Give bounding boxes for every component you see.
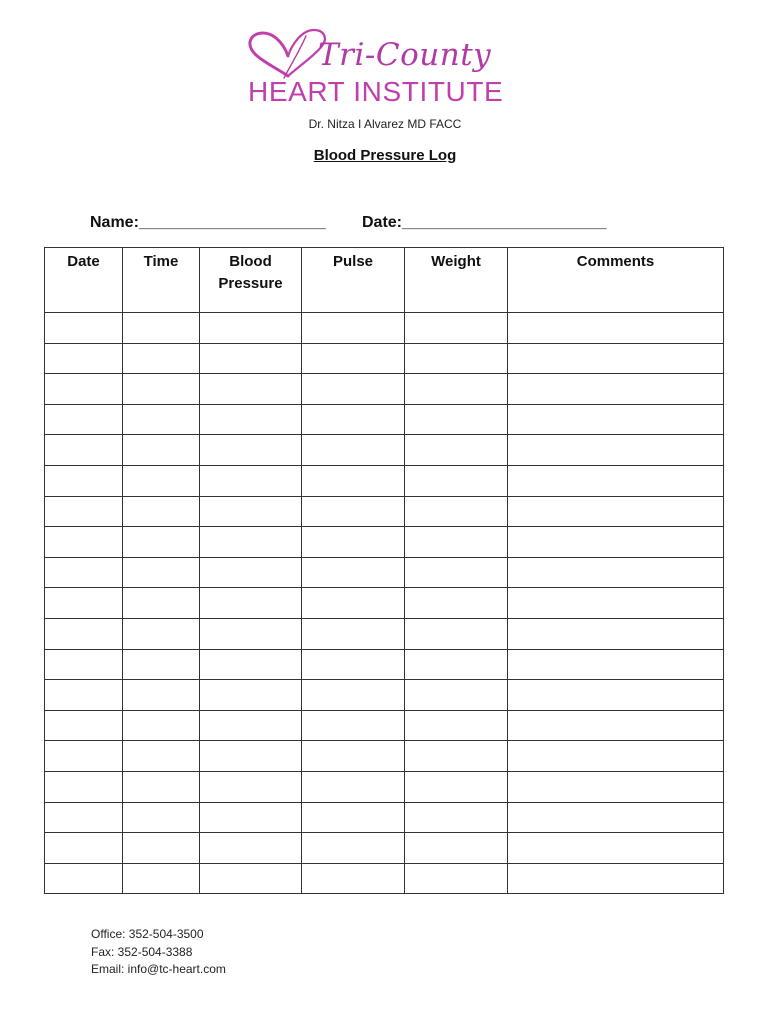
entry-cell-time[interactable] xyxy=(123,649,200,680)
log-table xyxy=(44,247,724,894)
table-row xyxy=(45,863,724,894)
entry-cell-time[interactable] xyxy=(123,618,200,649)
entry-cell-pulse[interactable] xyxy=(302,710,405,741)
table-body xyxy=(45,313,724,894)
table-row xyxy=(45,527,724,558)
entry-cell-time[interactable] xyxy=(123,343,200,374)
entry-cell-pulse[interactable] xyxy=(302,496,405,527)
entry-cell-weight[interactable] xyxy=(405,496,508,527)
entry-cell-pulse[interactable] xyxy=(302,588,405,619)
entry-cell-blood-pressure[interactable] xyxy=(200,741,302,772)
entry-cell-comments[interactable] xyxy=(508,680,724,711)
entry-cell-date[interactable] xyxy=(45,863,123,894)
entry-cell-weight[interactable] xyxy=(405,465,508,496)
entry-cell-time[interactable] xyxy=(123,313,200,344)
entry-cell-weight[interactable] xyxy=(405,710,508,741)
entry-cell-blood-pressure[interactable] xyxy=(200,374,302,405)
entry-cell-comments[interactable] xyxy=(508,557,724,588)
entry-cell-blood-pressure[interactable] xyxy=(200,557,302,588)
entry-cell-pulse[interactable] xyxy=(302,863,405,894)
entry-cell-time[interactable] xyxy=(123,710,200,741)
entry-cell-pulse[interactable] xyxy=(302,374,405,405)
entry-cell-time[interactable] xyxy=(123,802,200,833)
entry-cell-comments[interactable] xyxy=(508,496,724,527)
table-row xyxy=(45,588,724,619)
entry-cell-date[interactable] xyxy=(45,771,123,802)
entry-cell-time[interactable] xyxy=(123,404,200,435)
entry-cell-weight[interactable] xyxy=(405,649,508,680)
entry-cell-time[interactable] xyxy=(123,741,200,772)
entry-cell-pulse[interactable] xyxy=(302,649,405,680)
entry-cell-blood-pressure[interactable] xyxy=(200,465,302,496)
column-header-pulse: Pulse xyxy=(302,248,405,313)
entry-cell-time[interactable] xyxy=(123,527,200,558)
date-field[interactable]: Date:_______________________ xyxy=(362,214,607,231)
entry-cell-weight[interactable] xyxy=(405,404,508,435)
entry-cell-time[interactable] xyxy=(123,588,200,619)
entry-cell-comments[interactable] xyxy=(508,710,724,741)
entry-cell-weight[interactable] xyxy=(405,557,508,588)
entry-cell-weight[interactable] xyxy=(405,833,508,864)
entry-cell-date[interactable] xyxy=(45,833,123,864)
entry-cell-pulse[interactable] xyxy=(302,343,405,374)
entry-cell-comments[interactable] xyxy=(508,833,724,864)
entry-cell-time[interactable] xyxy=(123,374,200,405)
table-row xyxy=(45,313,724,344)
table-header-row xyxy=(45,248,724,313)
entry-cell-weight[interactable] xyxy=(405,588,508,619)
table-row xyxy=(45,771,724,802)
entry-cell-pulse[interactable] xyxy=(302,680,405,711)
entry-cell-date[interactable] xyxy=(45,802,123,833)
entry-cell-comments[interactable] xyxy=(508,435,724,466)
column-header-comments: Comments xyxy=(508,248,724,313)
entry-cell-date[interactable] xyxy=(45,343,123,374)
contact-info xyxy=(91,926,226,979)
entry-cell-date[interactable] xyxy=(45,374,123,405)
entry-cell-comments[interactable] xyxy=(508,465,724,496)
entry-cell-blood-pressure[interactable] xyxy=(200,404,302,435)
table-row xyxy=(45,343,724,374)
entry-cell-date[interactable] xyxy=(45,435,123,466)
table-row xyxy=(45,557,724,588)
entry-cell-comments[interactable] xyxy=(508,588,724,619)
entry-cell-pulse[interactable] xyxy=(302,435,405,466)
entry-cell-pulse[interactable] xyxy=(302,618,405,649)
logo xyxy=(244,26,526,108)
entry-cell-weight[interactable] xyxy=(405,771,508,802)
table-row xyxy=(45,435,724,466)
table-row xyxy=(45,404,724,435)
entry-cell-pulse[interactable] xyxy=(302,527,405,558)
entry-cell-comments[interactable] xyxy=(508,527,724,558)
entry-cell-comments[interactable] xyxy=(508,313,724,344)
entry-cell-weight[interactable] xyxy=(405,863,508,894)
entry-cell-pulse[interactable] xyxy=(302,833,405,864)
table-row xyxy=(45,710,724,741)
entry-cell-time[interactable] xyxy=(123,465,200,496)
entry-cell-blood-pressure[interactable] xyxy=(200,588,302,619)
email-address[interactable]: Email: info@tc-heart.com xyxy=(91,962,226,976)
entry-cell-weight[interactable] xyxy=(405,802,508,833)
entry-cell-date[interactable] xyxy=(45,710,123,741)
table-row xyxy=(45,833,724,864)
column-header-weight: Weight xyxy=(405,248,508,313)
entry-cell-date[interactable] xyxy=(45,588,123,619)
entry-cell-time[interactable] xyxy=(123,771,200,802)
table-row xyxy=(45,618,724,649)
entry-cell-weight[interactable] xyxy=(405,618,508,649)
entry-cell-time[interactable] xyxy=(123,680,200,711)
entry-cell-weight[interactable] xyxy=(405,435,508,466)
entry-cell-date[interactable] xyxy=(45,557,123,588)
logo-script-text: Tri-County xyxy=(318,37,492,73)
entry-cell-date[interactable] xyxy=(45,496,123,527)
name-field[interactable]: Name:_____________________ xyxy=(90,214,326,231)
entry-cell-weight[interactable] xyxy=(405,741,508,772)
entry-cell-comments[interactable] xyxy=(508,863,724,894)
fax-number: Fax: 352-504-3388 xyxy=(91,944,193,959)
entry-cell-blood-pressure[interactable] xyxy=(200,863,302,894)
office-phone: Office: 352-504-3500 xyxy=(91,927,204,941)
entry-cell-time[interactable] xyxy=(123,833,200,864)
entry-cell-blood-pressure[interactable] xyxy=(200,496,302,527)
entry-cell-weight[interactable] xyxy=(405,343,508,374)
entry-cell-comments[interactable] xyxy=(508,741,724,772)
entry-cell-pulse[interactable] xyxy=(302,313,405,344)
entry-cell-blood-pressure[interactable] xyxy=(200,435,302,466)
column-header-time: Time xyxy=(123,248,200,313)
page-title: Blood Pressure Log xyxy=(313,147,457,164)
entry-cell-blood-pressure[interactable] xyxy=(200,527,302,558)
entry-cell-date[interactable] xyxy=(45,313,123,344)
table-row xyxy=(45,496,724,527)
doctor-name: Dr. Nitza I Alvarez MD FACC xyxy=(308,117,462,131)
entry-cell-blood-pressure[interactable] xyxy=(200,833,302,864)
entry-cell-pulse[interactable] xyxy=(302,404,405,435)
table-row xyxy=(45,741,724,772)
entry-cell-date[interactable] xyxy=(45,680,123,711)
entry-cell-date[interactable] xyxy=(45,618,123,649)
entry-cell-time[interactable] xyxy=(123,557,200,588)
entry-cell-pulse[interactable] xyxy=(302,741,405,772)
entry-cell-weight[interactable] xyxy=(405,313,508,344)
entry-cell-blood-pressure[interactable] xyxy=(200,343,302,374)
entry-cell-weight[interactable] xyxy=(405,527,508,558)
entry-cell-weight[interactable] xyxy=(405,374,508,405)
entry-cell-blood-pressure[interactable] xyxy=(200,802,302,833)
table-row xyxy=(45,649,724,680)
entry-cell-blood-pressure[interactable] xyxy=(200,649,302,680)
entry-cell-comments[interactable] xyxy=(508,618,724,649)
entry-cell-comments[interactable] xyxy=(508,802,724,833)
entry-cell-date[interactable] xyxy=(45,465,123,496)
entry-cell-blood-pressure[interactable] xyxy=(200,618,302,649)
entry-cell-time[interactable] xyxy=(123,496,200,527)
entry-cell-weight[interactable] xyxy=(405,680,508,711)
table-row xyxy=(45,374,724,405)
entry-cell-time[interactable] xyxy=(123,435,200,466)
entry-cell-comments[interactable] xyxy=(508,374,724,405)
entry-cell-pulse[interactable] xyxy=(302,802,405,833)
entry-cell-date[interactable] xyxy=(45,649,123,680)
entry-cell-blood-pressure[interactable] xyxy=(200,680,302,711)
entry-cell-blood-pressure[interactable] xyxy=(200,313,302,344)
entry-cell-blood-pressure[interactable] xyxy=(200,710,302,741)
entry-cell-pulse[interactable] xyxy=(302,557,405,588)
entry-cell-date[interactable] xyxy=(45,527,123,558)
column-header-blood-pressure: Blood Pressure xyxy=(200,248,302,313)
entry-cell-date[interactable] xyxy=(45,404,123,435)
entry-cell-comments[interactable] xyxy=(508,343,724,374)
column-header-date: Date xyxy=(45,248,123,313)
entry-cell-pulse[interactable] xyxy=(302,465,405,496)
entry-cell-time[interactable] xyxy=(123,863,200,894)
entry-cell-comments[interactable] xyxy=(508,404,724,435)
logo-institute-text: HEART INSTITUTE xyxy=(248,76,504,107)
entry-cell-comments[interactable] xyxy=(508,649,724,680)
table-row xyxy=(45,802,724,833)
table-row xyxy=(45,465,724,496)
entry-cell-pulse[interactable] xyxy=(302,771,405,802)
entry-cell-date[interactable] xyxy=(45,741,123,772)
table-row xyxy=(45,680,724,711)
entry-cell-comments[interactable] xyxy=(508,771,724,802)
entry-cell-blood-pressure[interactable] xyxy=(200,771,302,802)
